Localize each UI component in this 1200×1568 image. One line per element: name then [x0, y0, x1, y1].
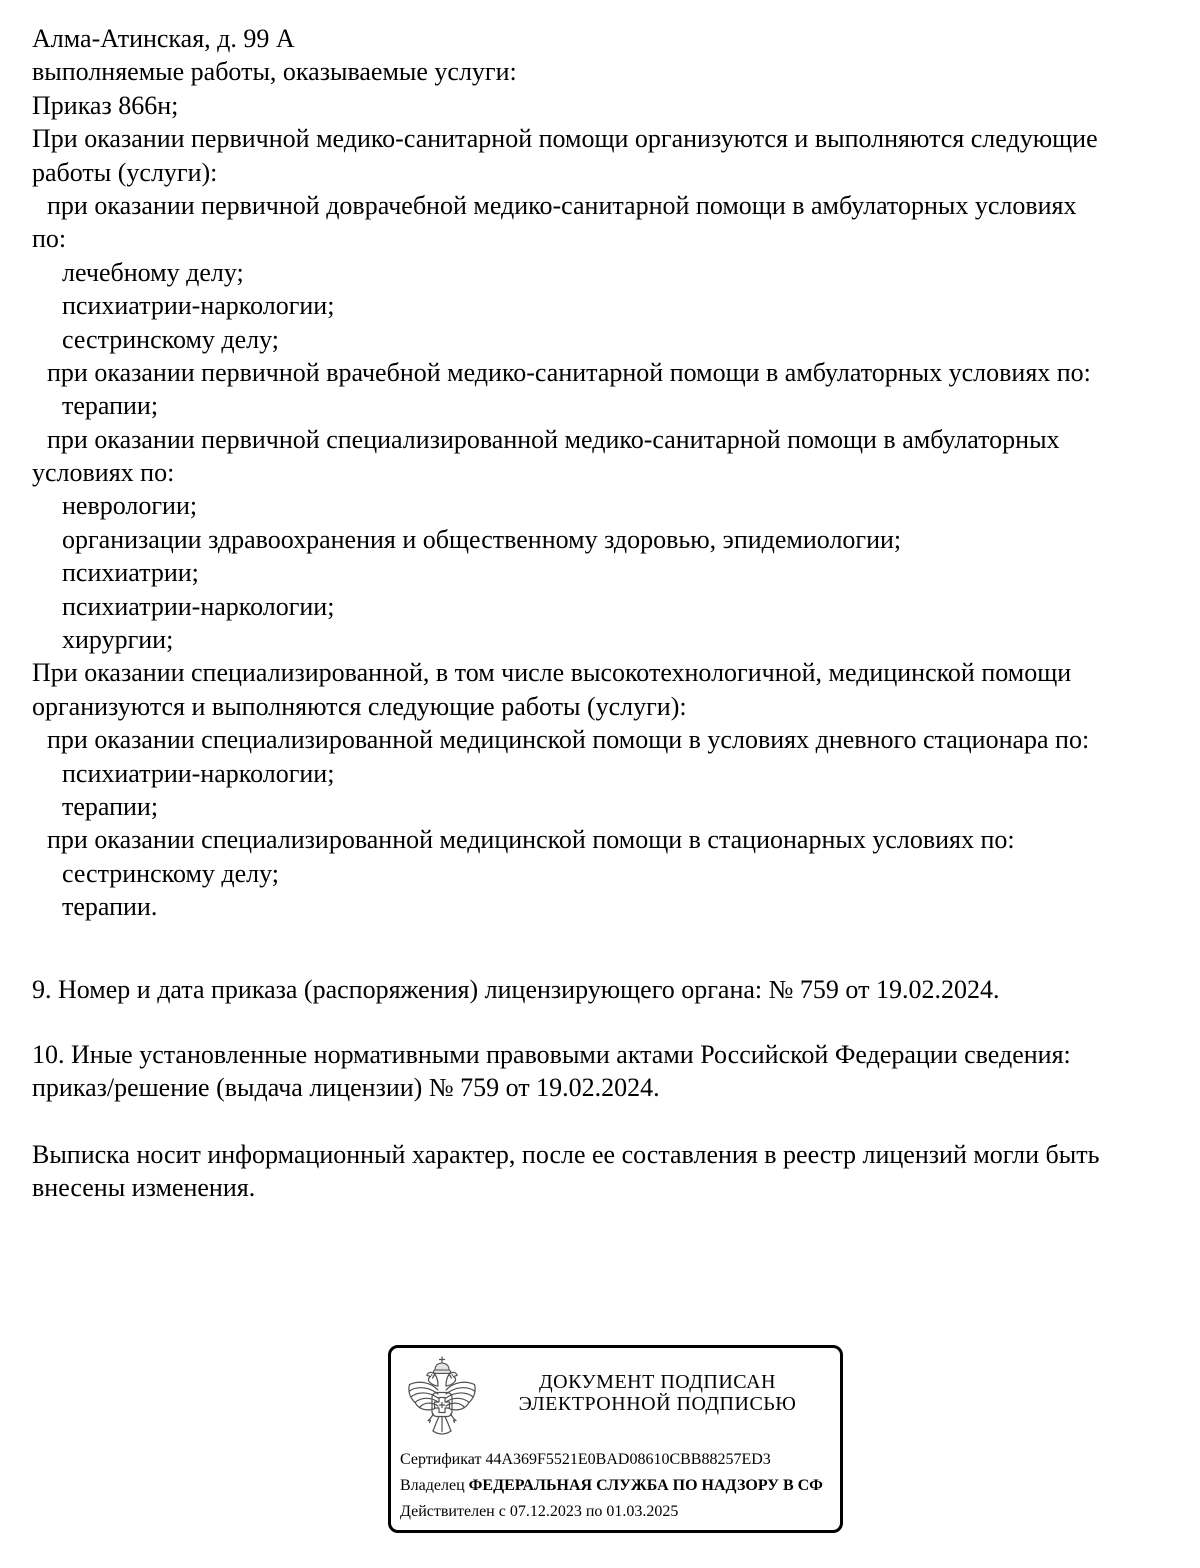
document-line: сестринскому делу; — [62, 858, 280, 888]
owner-value: ФЕДЕРАЛЬНАЯ СЛУЖБА ПО НАДЗОРУ В СФ — [468, 1476, 823, 1494]
document-line: 9. Номер и дата приказа (распоряжения) лицензирующего органа: № 759 от 19.02.2024. — [32, 974, 1000, 1004]
document-line: психиатрии; — [62, 558, 199, 588]
document-line: терапии; — [62, 791, 159, 821]
document-line: по: — [32, 224, 67, 254]
document-line: психиатрии-наркологии; — [62, 291, 335, 321]
document-line: выполняемые работы, оказываемые услуги: — [32, 57, 517, 87]
document-line: терапии. — [62, 892, 158, 922]
owner-label: Владелец — [400, 1476, 465, 1494]
document-line: Алма-Атинская, д. 99 А — [32, 24, 295, 53]
document-line: организации здравоохранения и общественному здоровью, эпидемиологии; — [62, 524, 902, 554]
document-line: при оказании первичной врачебной медико-санитарной помощи в амбулаторных условиях по: — [47, 357, 1091, 387]
document-line: при оказании специализированной медицинской помощи в условиях дневного стационара по: — [47, 725, 1090, 755]
document-line: внесены изменения. — [32, 1173, 256, 1203]
document-line: Приказ 866н; — [32, 90, 179, 120]
document-line: организуются и выполняются следующие работы (услуги): — [32, 691, 687, 721]
double-headed-eagle-icon — [405, 1356, 479, 1436]
document-line: хирургии; — [62, 625, 174, 655]
electronic-signature-stamp — [388, 1345, 843, 1533]
license-text-body — [32, 22, 1200, 1205]
document-line: психиатрии-наркологии; — [62, 591, 335, 621]
stamp-title — [479, 1371, 836, 1415]
validity-line: Действителен с 07.12.2023 по 01.03.2025 — [400, 1502, 679, 1520]
document-line: при оказании специализированной медицинской помощи в стационарных условиях по: — [47, 825, 1015, 855]
document-line: при оказании первичной доврачебной медико-санитарной помощи в амбулаторных условиях — [47, 190, 1077, 220]
document-line: лечебному делу; — [62, 257, 244, 287]
document-line: При оказании специализированной, в том числе высокотехнологичной, медицинской помощи — [32, 658, 1072, 688]
document-line: при оказании первичной специализированной медико-санитарной помощи в амбулаторных — [47, 424, 1060, 454]
document-line: 10. Иные установленные нормативными правовыми актами Российской Федерации сведения: — [32, 1039, 1071, 1069]
document-line: При оказании первичной медико-санитарной помощи организуются и выполняются следующие — [32, 124, 1098, 154]
certificate-line — [400, 1447, 843, 1473]
document-line: сестринскому делу; — [62, 324, 280, 354]
document-line: работы (услуги): — [32, 157, 218, 187]
document-line: Выписка носит информационный характер, после ее составления в реестр лицензий могли быть — [32, 1139, 1100, 1169]
stamp-details — [400, 1447, 843, 1524]
stamp-title-line1: ДОКУМЕНТ ПОДПИСАН — [539, 1371, 776, 1393]
document-line: терапии; — [62, 391, 159, 421]
document-line: психиатрии-наркологии; — [62, 758, 335, 788]
stamp-title-line2: ЭЛЕКТРОННОЙ ПОДПИСЬЮ — [518, 1393, 797, 1415]
document-line: неврологии; — [62, 491, 198, 521]
certificate-value: 44A369F5521E0BAD08610CBB88257ED3 — [485, 1451, 771, 1468]
document-line: условиях по: — [32, 458, 175, 488]
document-line: приказ/решение (выдача лицензии) № 759 от 19.02.2024. — [32, 1073, 660, 1103]
owner-line — [400, 1473, 843, 1499]
certificate-label: Сертификат — [400, 1451, 482, 1468]
